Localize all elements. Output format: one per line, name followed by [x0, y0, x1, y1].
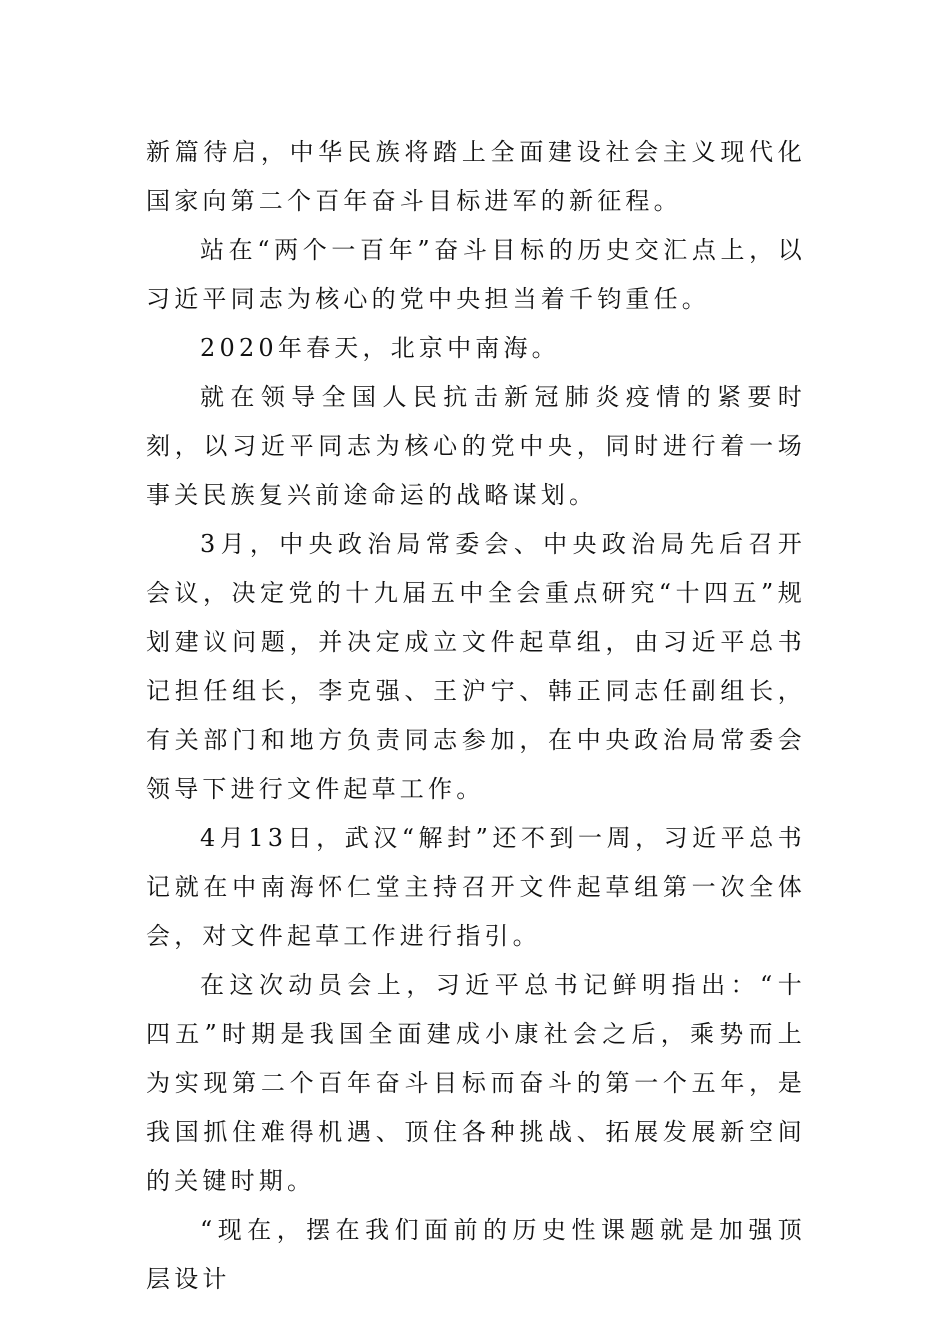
document-body	[146, 128, 806, 1304]
paragraph-4: 就在领导全国人民抗击新冠肺炎疫情的紧要时刻，以习近平同志为核心的党中央，同时进行着一场事关民族复兴前途命运的战略谋划。	[146, 383, 806, 509]
paragraph-5: 3月，中央政治局常委会、中央政治局先后召开会议，决定党的十九届五中全会重点研究“十四五”规划建议问题，并决定成立文件起草组，由习近平总书记担任组长，李克强、王沪宁、韩正同志任副组长，有关部门和地方负责同志参加，在中央政治局常委会领导下进行文件起草工作。	[146, 530, 806, 803]
paragraph-6: 4月13日，武汉“解封”还不到一周，习近平总书记就在中南海怀仁堂主持召开文件起草组第一次全体会，对文件起草工作进行指引。	[146, 824, 806, 950]
paragraph-3: 2020年春天，北京中南海。	[200, 334, 560, 362]
paragraph-1: 新篇待启，中华民族将踏上全面建设社会主义现代化国家向第二个百年奋斗目标进军的新征程。	[146, 138, 806, 215]
paragraph-8: “现在，摆在我们面前的历史性课题就是加强顶层设计	[146, 1216, 806, 1293]
paragraph-7: 在这次动员会上，习近平总书记鲜明指出：“十四五”时期是我国全面建成小康社会之后，乘势而上为实现第二个百年奋斗目标而奋斗的第一个五年，是我国抓住难得机遇、顶住各种挑战、拓展发展新空间的关键时期。	[146, 971, 806, 1195]
paragraph-2: 站在“两个一百年”奋斗目标的历史交汇点上，以习近平同志为核心的党中央担当着千钧重任。	[146, 236, 806, 313]
